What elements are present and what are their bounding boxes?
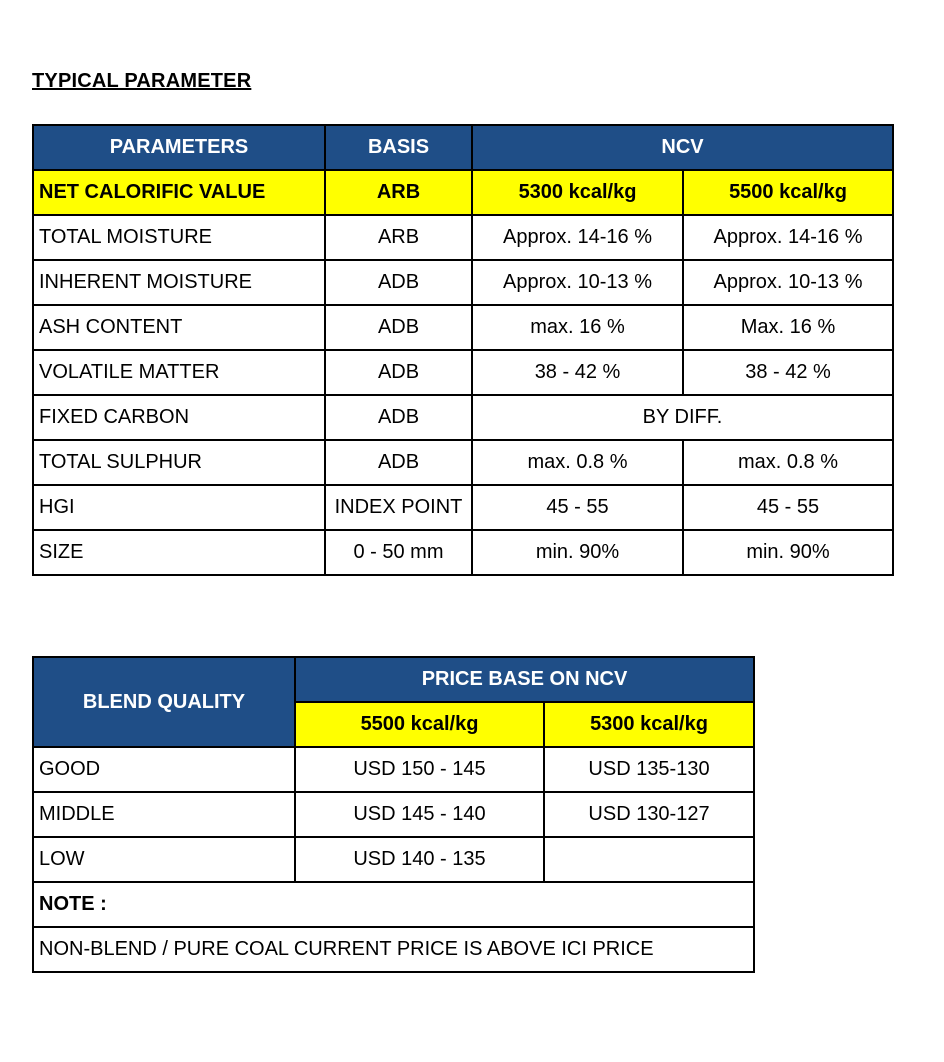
- ncv-5300: 5300 kcal/kg: [472, 170, 683, 215]
- param-value-merged: BY DIFF.: [472, 395, 893, 440]
- typical-parameter-table: [32, 124, 894, 576]
- price-value: USD 145 - 140: [295, 792, 544, 837]
- param-name: TOTAL MOISTURE: [33, 215, 325, 260]
- param-name: ASH CONTENT: [33, 305, 325, 350]
- blend-name: MIDDLE: [33, 792, 295, 837]
- page-title: TYPICAL PARAMETER: [32, 70, 252, 92]
- param-basis: ADB: [325, 260, 472, 305]
- ncv-5500: 5500 kcal/kg: [683, 170, 893, 215]
- table-row: [33, 440, 893, 485]
- header-ncv: NCV: [472, 125, 893, 170]
- param-value: min. 90%: [472, 530, 683, 575]
- note-row: [33, 882, 754, 927]
- header-price-base: PRICE BASE ON NCV: [295, 657, 754, 702]
- param-value: Approx. 10-13 %: [683, 260, 893, 305]
- param-value: Max. 16 %: [683, 305, 893, 350]
- param-basis: ADB: [325, 305, 472, 350]
- param-value: min. 90%: [683, 530, 893, 575]
- param-basis: ADB: [325, 440, 472, 485]
- header-parameters: PARAMETERS: [33, 125, 325, 170]
- param-name: FIXED CARBON: [33, 395, 325, 440]
- table-row: [33, 305, 893, 350]
- price-value: USD 150 - 145: [295, 747, 544, 792]
- param-basis: ARB: [325, 170, 472, 215]
- param-value: 45 - 55: [472, 485, 683, 530]
- table-row: [33, 485, 893, 530]
- price-value: USD 140 - 135: [295, 837, 544, 882]
- param-value: Approx. 14-16 %: [683, 215, 893, 260]
- note-label: NOTE :: [33, 882, 754, 927]
- param-basis: ADB: [325, 395, 472, 440]
- param-value: 38 - 42 %: [683, 350, 893, 395]
- price-table: [32, 656, 755, 973]
- note-text: NON-BLEND / PURE COAL CURRENT PRICE IS ABOVE ICI PRICE: [33, 927, 754, 972]
- table-row: [33, 837, 754, 882]
- price-value: USD 135-130: [544, 747, 754, 792]
- param-basis: 0 - 50 mm: [325, 530, 472, 575]
- price-ncv-5500: 5500 kcal/kg: [295, 702, 544, 747]
- net-calorific-value-row: [33, 170, 893, 215]
- table-row: [33, 792, 754, 837]
- param-name: NET CALORIFIC VALUE: [33, 170, 325, 215]
- param-value: Approx. 14-16 %: [472, 215, 683, 260]
- header-row: [33, 657, 754, 702]
- price-value: [544, 837, 754, 882]
- table-row: [33, 215, 893, 260]
- param-basis: ADB: [325, 350, 472, 395]
- note-text-row: [33, 927, 754, 972]
- blend-name: GOOD: [33, 747, 295, 792]
- param-value: max. 0.8 %: [683, 440, 893, 485]
- table-row: [33, 530, 893, 575]
- price-value: USD 130-127: [544, 792, 754, 837]
- param-name: TOTAL SULPHUR: [33, 440, 325, 485]
- blend-name: LOW: [33, 837, 295, 882]
- table-row: [33, 395, 893, 440]
- param-value: Approx. 10-13 %: [472, 260, 683, 305]
- table-row: [33, 747, 754, 792]
- param-name: VOLATILE MATTER: [33, 350, 325, 395]
- param-name: SIZE: [33, 530, 325, 575]
- price-ncv-5300: 5300 kcal/kg: [544, 702, 754, 747]
- param-name: INHERENT MOISTURE: [33, 260, 325, 305]
- header-basis: BASIS: [325, 125, 472, 170]
- param-value: max. 16 %: [472, 305, 683, 350]
- header-row: [33, 125, 893, 170]
- table-row: [33, 350, 893, 395]
- table-row: [33, 260, 893, 305]
- header-blend-quality: BLEND QUALITY: [33, 657, 295, 747]
- param-value: 38 - 42 %: [472, 350, 683, 395]
- param-value: max. 0.8 %: [472, 440, 683, 485]
- param-value: 45 - 55: [683, 485, 893, 530]
- param-name: HGI: [33, 485, 325, 530]
- param-basis: INDEX POINT: [325, 485, 472, 530]
- param-basis: ARB: [325, 215, 472, 260]
